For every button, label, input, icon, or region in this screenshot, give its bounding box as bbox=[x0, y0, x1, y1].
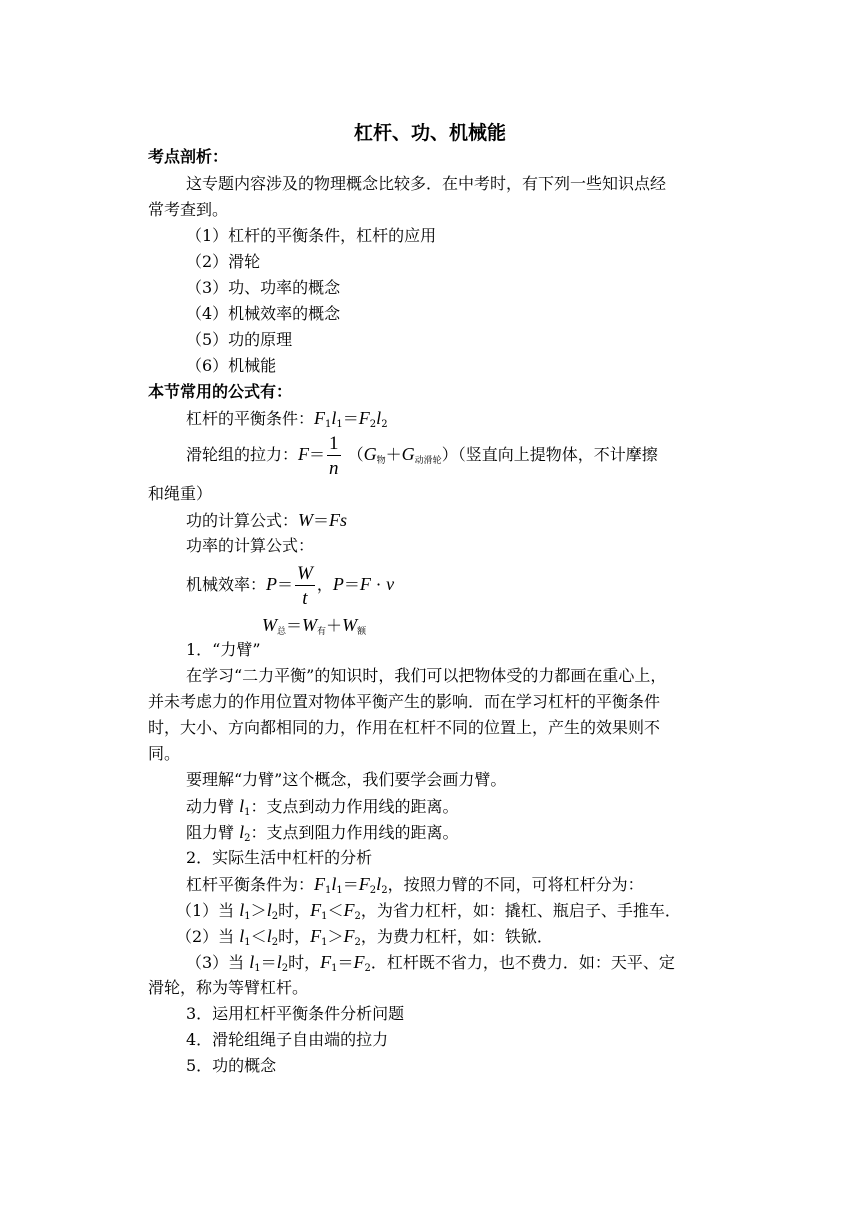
point-3: （3）功、功率的概念 bbox=[186, 278, 341, 297]
lever-condition-line: 杠杆平衡条件为：$F_1l_1=F_2l_2$，按照力臂的不同，可将杠杆分为： bbox=[186, 874, 644, 896]
heading-lever-analysis: 2．实际生活中杠杆的分析 bbox=[186, 848, 373, 867]
case-force-saving: （1）当 $l_1>l_2$时，$F_1<F_2$，为省力杠杆，如：撬杠、瓶启子、手推车． bbox=[176, 900, 681, 922]
point-5: （5）功的原理 bbox=[186, 330, 293, 349]
case-equal-arm: （3）当 $l_1=l_2$时，$F_1=F_2$．杠杆既不省力，也不费力．如：天平、定 bbox=[186, 952, 675, 974]
formula-power-label: 功率的计算公式： bbox=[186, 536, 315, 555]
resistance-arm-definition: 阻力臂 $l_2$：支点到阻力作用线的距离。 bbox=[186, 822, 459, 844]
point-1: （1）杠杆的平衡条件，杠杆的应用 bbox=[186, 226, 437, 245]
point-2: （2）滑轮 bbox=[186, 252, 261, 271]
para1-line-3: 时，大小、方向都相同的力，作用在杠杆不同的位置上，产生的效果则不 bbox=[148, 718, 661, 737]
para1-line-2: 并未考虑力的作用位置对物体平衡产生的影响．而在学习杠杆的平衡条件 bbox=[148, 692, 661, 711]
formula-label: 机械效率： bbox=[186, 575, 267, 594]
intro-line-1: 这专题内容涉及的物理概念比较多．在中考时，有下列一些知识点经 bbox=[186, 174, 667, 193]
para1-line-1: 在学习“二力平衡”的知识时，我们可以把物体受的力都画在重心上， bbox=[186, 666, 667, 685]
point-6: （6）机械能 bbox=[186, 356, 277, 375]
formula-efficiency: 机械效率：P＝ $\frac{W}{t}$ ，P＝F · v bbox=[186, 562, 395, 609]
case-equal-arm-continued: 滑轮，称为等臂杠杆。 bbox=[148, 978, 309, 997]
section-heading-formulas: 本节常用的公式有： bbox=[148, 382, 293, 401]
formula-total-work: W总＝W有＋W额 bbox=[262, 615, 367, 637]
section-heading-analysis: 考点剖析： bbox=[148, 147, 229, 166]
fraction-1-over-n: $\frac{1}{n}$ bbox=[329, 432, 339, 479]
formula-work: 功的计算公式：W＝Fs bbox=[186, 510, 348, 530]
heading-apply-balance: 3．运用杠杆平衡条件分析问题 bbox=[186, 1004, 405, 1023]
fraction-w-over-t: $\frac{W}{t}$ bbox=[297, 562, 313, 609]
formula-pulley-force: 滑轮组的拉力：F＝ $\frac{1}{n}$ （G物＋G动滑轮）（竖直向上提物体，不计摩擦 bbox=[186, 432, 658, 479]
para2: 要理解“力臂”这个概念，我们要学会画力臂。 bbox=[186, 770, 507, 789]
formula-label: 杠杆的平衡条件： bbox=[186, 409, 315, 428]
para1-line-4: 同。 bbox=[148, 744, 181, 763]
heading-force-arm: 1．“力臂” bbox=[186, 640, 261, 659]
point-4: （4）机械效率的概念 bbox=[186, 304, 341, 323]
intro-line-2: 常考查到。 bbox=[148, 200, 229, 219]
formula-label: 滑轮组的拉力： bbox=[186, 445, 299, 464]
pulley-note-continued: 和绳重） bbox=[148, 484, 213, 503]
heading-pulley-pull: 4．滑轮组绳子自由端的拉力 bbox=[186, 1030, 389, 1049]
case-force-costing: （2）当 $l_1<l_2$时，$F_1>F_2$，为费力杠杆，如：铁锨． bbox=[176, 926, 553, 948]
power-arm-definition: 动力臂 $l_1$：支点到动力作用线的距离。 bbox=[186, 796, 459, 818]
formula-lever-balance: 杠杆的平衡条件：$F_1l_1=F_2l_2$ bbox=[186, 408, 388, 430]
heading-work-concept: 5．功的概念 bbox=[186, 1056, 277, 1075]
page-title: 杠杆、功、机械能 bbox=[353, 122, 506, 144]
formula-label: 功的计算公式： bbox=[186, 511, 299, 530]
